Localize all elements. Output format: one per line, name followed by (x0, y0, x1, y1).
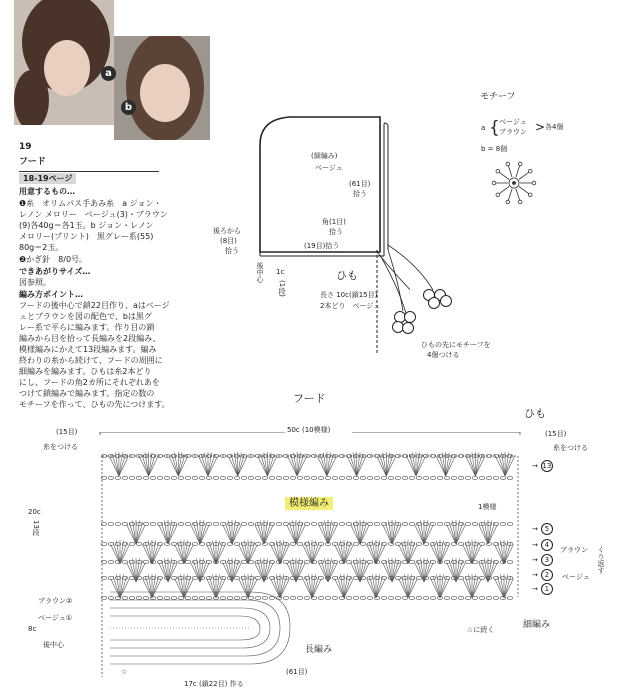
chart-repeat: くり返す (597, 546, 605, 574)
materials-line-4: メロリー(プリント) 黒グレー系(55) (19, 232, 154, 241)
assembly-motif-note-2: 4個つける (427, 351, 460, 359)
chart-height-8c: 8c (28, 625, 37, 633)
points-line-6: 終わりの糸から続けて、フードの周囲に (19, 356, 163, 365)
chart-himo: ひも (524, 407, 546, 420)
motif-a-gt: > (535, 120, 546, 134)
chart-height-13dan: 13段 (32, 520, 40, 536)
chart-star: ☆ (121, 668, 128, 676)
motif-a-each: 各4個 (545, 123, 564, 131)
assembly-hirou3: 拾う (225, 247, 239, 255)
chart-width-label: 50c (10模様) (287, 426, 331, 434)
points-line-3: レー系で平らに編みます。作り目の鎖 (19, 323, 155, 332)
photo-a-badge: a (101, 66, 116, 81)
points-line-2: ュとブラウンを図の配色で、bは黒グ (19, 312, 152, 321)
assembly-1c: 1c (276, 268, 285, 276)
motif-a-beige: ベージュ (499, 118, 527, 126)
chart-beige: ベージュ (562, 573, 590, 581)
pattern-number: 19 (19, 142, 32, 152)
motif-diagram (491, 160, 537, 206)
photo-b (114, 36, 210, 140)
materials-line-5: 80g＝2玉。 (19, 243, 64, 252)
points-line-8: にし、フードの角2カ所にそれぞれあを (19, 378, 160, 387)
chart-row3: → 3 (532, 554, 553, 566)
assembly-1row: (1段) (278, 280, 286, 297)
assembly-himo-strands: 2本どり ベージュ (320, 302, 381, 310)
pattern-title: フード (19, 157, 46, 167)
page-reference: 18-19ページ (19, 173, 76, 184)
chart-hosoami: 細編み (523, 620, 551, 630)
chart-chain-start: 17c (鎖22目) 作る (184, 680, 244, 688)
points-line-7: 細編みを編みます。ひもは糸2本どり (19, 367, 152, 376)
assembly-rows8: (8目) (220, 237, 237, 245)
assembly-motif-note-1: ひもの先にモチーフを (421, 341, 491, 349)
size-line: 図参照。 (19, 278, 51, 287)
chart-title: フード (293, 392, 326, 405)
assembly-back-from: 後ろから (213, 227, 241, 235)
assembly-rows61: (61目) (349, 180, 371, 188)
chart-nagaami: 長編み (305, 645, 333, 655)
materials-line-1: ❶糸 オリムパス手あみ糸 a ジョン・ (19, 199, 162, 208)
assembly-hirou2: 拾う (329, 228, 343, 236)
chart-yarn-attach-right: 糸をつける (553, 444, 588, 452)
assembly-hosoami: (細編み) (311, 152, 338, 160)
points-line-9: つけて鎖編みで編みます。指定の数の (19, 389, 155, 398)
assembly-himo: ひも (336, 269, 358, 282)
assembly-corner: 角(1目) (322, 218, 346, 226)
assembly-himo-length: 長さ 10c(鎖15目) (320, 291, 378, 299)
chart-height-20c: 20c (28, 508, 41, 516)
chart-brown-2: ブラウン② (38, 597, 73, 605)
chart-row1: → 1 (532, 583, 553, 595)
motif-a-brace: { (489, 118, 500, 138)
chart-yarn-attach-left: 糸をつける (43, 443, 78, 451)
chart-row13: → 13 (532, 462, 552, 470)
chart-rows15-right: (15目) (545, 430, 567, 438)
points-line-10: モチーフを作って、ひもの先につけます。 (19, 400, 170, 409)
points-line-5: 模様編みにかえて13段編みます。編み (19, 345, 157, 354)
points-line-1: フードの後中心で鎖22目作り、aはベージ (19, 301, 170, 310)
photo-a (14, 0, 114, 125)
assembly-back-center: 後中心 (256, 262, 264, 283)
chart-row5: → 5 (532, 523, 553, 535)
materials-line-2: レノン メロリー ベージュ(3)・ブラウン (19, 210, 168, 219)
chart-star-continue: ☆に続く (467, 626, 495, 634)
chart-pattern-stitch: 模様編み (285, 497, 333, 510)
photo-b-badge: b (121, 100, 136, 115)
motif-a-brown: ブラウン (499, 128, 527, 136)
motif-title: モチーフ (480, 92, 516, 102)
assembly-hirou1: 拾う (353, 190, 367, 198)
hook-line: ❷かぎ針 8/0号。 (19, 255, 88, 264)
assembly-beige: ベージュ (315, 164, 343, 172)
chart-rows61: (61目) (286, 668, 308, 676)
chart-beige-1: ベージュ① (38, 614, 72, 622)
string-motifs (388, 245, 458, 340)
chart-row4: → 4 (532, 539, 553, 551)
size-heading: できあがりサイズ… (19, 267, 91, 276)
points-heading: 編み方ポイント… (19, 290, 83, 299)
materials-heading: 用意するもの… (19, 187, 75, 196)
assembly-rows19: (19目)拾う (304, 242, 340, 250)
assembly-diagram (230, 105, 410, 355)
chart-back-center: 後中心 (43, 641, 64, 649)
chart-row2: → 2 (532, 569, 553, 581)
chart-one-pattern: 1模様 (478, 503, 497, 511)
chart-brown: ブラウン (560, 546, 588, 554)
motif-a-label: a (481, 124, 486, 132)
motif-b-line: b = 8個 (481, 145, 508, 153)
materials-line-3: (9)各40g＝各1玉。b ジョン・レノン (19, 221, 154, 230)
title-rule (19, 171, 159, 172)
chart-rows15-left: (15目) (56, 428, 78, 436)
points-line-4: 編みから目を拾って長編みを2段編み、 (19, 334, 161, 343)
